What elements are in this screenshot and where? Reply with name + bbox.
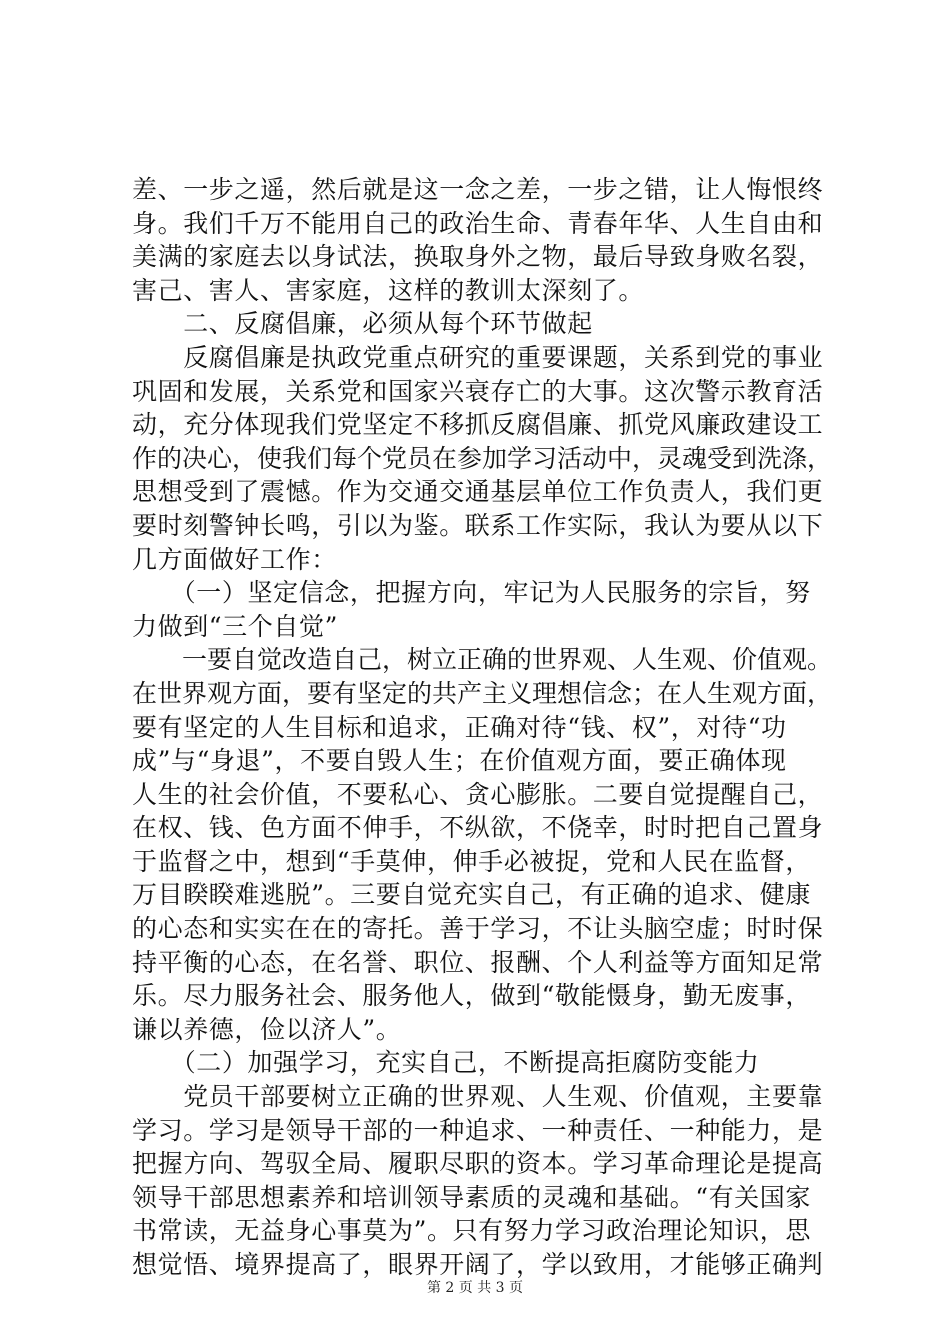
text-line: 害己、害人、害家庭，这样的教训太深刻了。 — [132, 275, 645, 305]
text-line: 要时刻警钟长鸣，引以为鉴。联系工作实际，我认为要从以下 — [132, 510, 824, 540]
text-line: 一要自觉改造自己，树立正确的世界观、人生观、价值观。 — [132, 645, 833, 675]
text-line: 作的决心，使我们每个党员在参加学习活动中，灵魂受到洗涤， — [132, 443, 833, 473]
text-line: 谦以养德，俭以济人”。 — [132, 1014, 402, 1044]
text-line: 巩固和发展，关系党和国家兴衰存亡的大事。这次警示教育活 — [132, 376, 824, 406]
subsection-heading: （二）加强学习，充实自己，不断提高拒腐防变能力 — [132, 1048, 760, 1078]
text-line: 的心态和实实在在的寄托。善于学习，不让头脑空虚；时时保 — [132, 914, 824, 944]
page-footer — [0, 1278, 950, 1298]
body-text — [132, 173, 832, 1282]
text-line: 党员干部要树立正确的世界观、人生观、价值观，主要靠 — [132, 1082, 824, 1112]
text-line: 在世界观方面，要有坚定的共产主义理想信念；在人生观方面， — [132, 678, 833, 708]
text-line: 把握方向、驾驭全局、履职尽职的资本。学习革命理论是提高 — [132, 1149, 824, 1179]
text-line: 乐。尽力服务社会、服务他人，做到“敬能慑身，勤无废事， — [132, 981, 811, 1011]
text-line: 想觉悟、境界提高了，眼界开阔了，学以致用，才能够正确判 — [132, 1250, 824, 1279]
subsection-heading: （一）坚定信念，把握方向，牢记为人民服务的宗旨，努 — [132, 578, 811, 608]
text-line: 身。我们千万不能用自己的政治生命、青春年华、人生自由和 — [132, 208, 824, 238]
text-line: 思想受到了震憾。作为交通交通基层单位工作负责人，我们更 — [132, 477, 824, 507]
text-line: 书常读，无益身心事莫为”。只有努力学习政治理论知识，思 — [132, 1216, 811, 1246]
subsection-heading: 力做到“三个自觉” — [132, 611, 338, 641]
text-line: 于监督之中，想到“手莫伸，伸手必被捉，党和人民在监督， — [132, 846, 811, 876]
page-number: 第 2 页 共 3 页 — [426, 1280, 524, 1296]
text-line: 美满的家庭去以身试法，换取身外之物，最后导致身败名裂， — [132, 242, 824, 272]
text-line: 学习。学习是领导干部的一种追求、一种责任、一种能力，是 — [132, 1115, 824, 1145]
text-line: 几方面做好工作： — [132, 544, 337, 574]
text-line: 在权、钱、色方面不伸手，不纵欲，不侥幸，时时把自己置身 — [132, 813, 824, 843]
text-line: 动，充分体现我们党坚定不移抓反腐倡廉、抓党风廉政建设工 — [132, 410, 824, 440]
text-line: 人生的社会价值，不要私心、贪心膨胀。二要自觉提醒自己， — [132, 779, 824, 809]
text-line: 差、一步之遥，然后就是这一念之差，一步之错，让人悔恨终 — [132, 175, 824, 204]
text-line: 反腐倡廉是执政党重点研究的重要课题，关系到党的事业 — [132, 342, 824, 372]
text-line: 成”与“身退”，不要自毁人生；在价值观方面，要正确体现 — [132, 746, 787, 776]
text-line: 领导干部思想素养和培训领导素质的灵魂和基础。“有关国家 — [132, 1182, 811, 1212]
text-line: 要有坚定的人生目标和追求，正确对待“钱、权”，对待“功 — [132, 712, 787, 742]
text-line: 持平衡的心态，在名誉、职位、报酬、个人利益等方面知足常 — [132, 947, 824, 977]
section-heading: 二、反腐倡廉，必须从每个环节做起 — [132, 309, 593, 339]
text-line: 万目睽睽难逃脱”。三要自觉充实自己，有正确的追求、健康 — [132, 880, 811, 910]
